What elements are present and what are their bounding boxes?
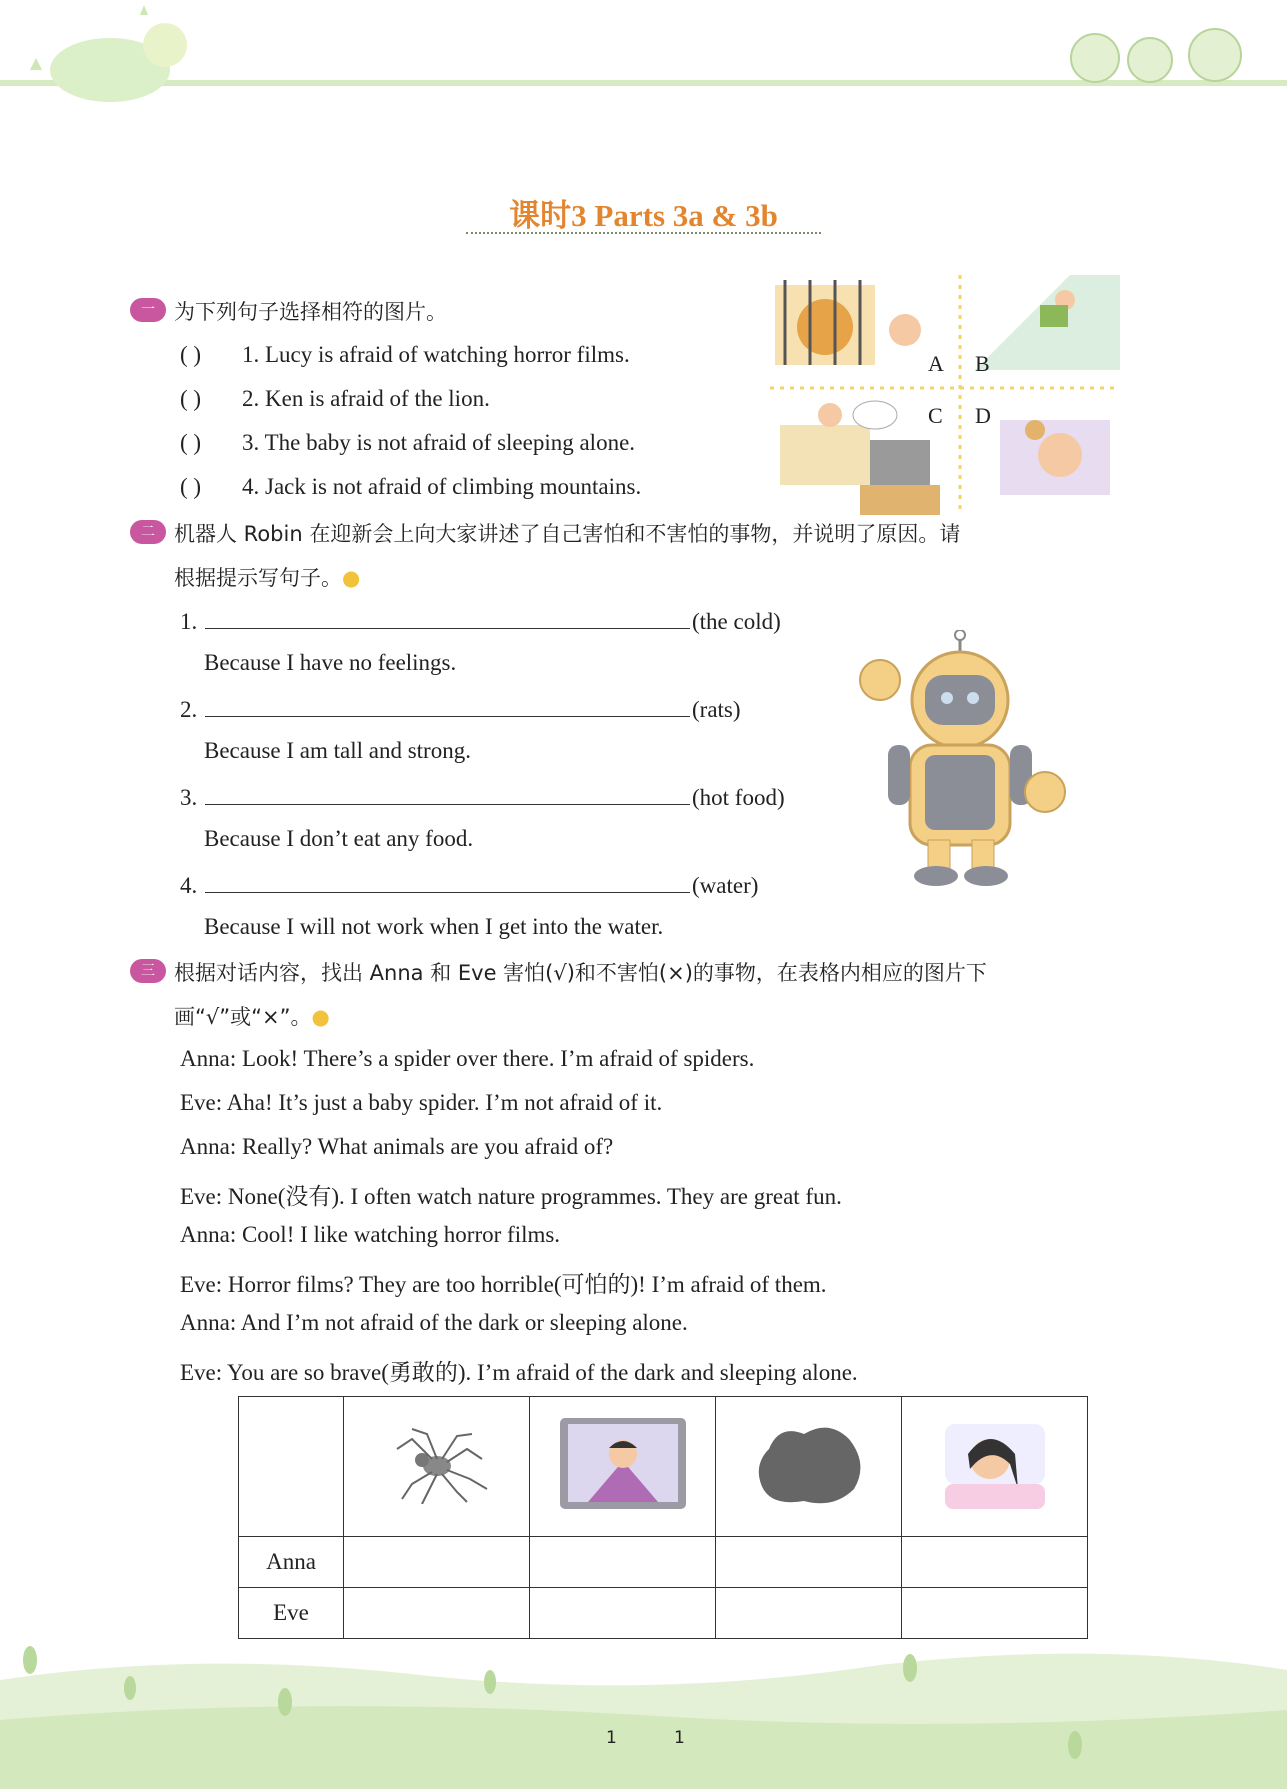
answer-blank[interactable]: [205, 606, 690, 629]
picture-label-c: C: [928, 403, 943, 428]
answer-cell[interactable]: [344, 1537, 530, 1588]
title-underline: [466, 232, 821, 234]
answer-cell[interactable]: [716, 1588, 902, 1639]
header-decoration: [0, 0, 1287, 110]
s2-reason-2: Because I am tall and strong.: [204, 738, 471, 763]
s2-reason-1: Because I have no feelings.: [204, 650, 457, 675]
lightbulb-icon: ●: [342, 566, 361, 590]
sun-icon: [143, 23, 187, 67]
climbing-mountain-picture: [975, 275, 1120, 370]
table-corner-cell: [239, 1397, 344, 1537]
s1-item-2: ( ) 2. Ken is afraid of the lion.: [180, 386, 490, 411]
horror-film-cell: [530, 1397, 716, 1537]
section2-instruction-line2: 根据提示写句子。●: [174, 566, 361, 590]
dialogue-line-6: Eve: Horror films? They are too horrible(可怕的)! I’m afraid of them.: [180, 1272, 827, 1297]
section1-instruction: 为下列句子选择相符的图片。: [174, 300, 447, 324]
answer-blank[interactable]: [205, 870, 690, 893]
sleeping-alone-cell: [902, 1397, 1088, 1537]
dialogue-line-2: Eve: Aha! It’s just a baby spider. I’m not afraid of it.: [180, 1090, 663, 1115]
answer-paren[interactable]: ( ): [180, 430, 202, 455]
section3-instruction-line2: 画“√”或“×”。●: [174, 1005, 330, 1029]
lightbulb-icon: ●: [311, 1005, 330, 1029]
answer-cell[interactable]: [902, 1588, 1088, 1639]
tv-sofa-picture: [780, 401, 940, 515]
section-badge-1: 一: [130, 298, 166, 322]
dialogue-line-4: Eve: None(没有). I often watch nature programmes. They are great fun.: [180, 1184, 842, 1209]
s1-item-4: ( ) 4. Jack is not afraid of climbing mountains.: [180, 474, 642, 499]
row-label-anna: Anna: [239, 1537, 344, 1588]
sleeping-baby-picture: [1000, 420, 1110, 495]
s2-reason-3: Because I don’t eat any food.: [204, 826, 474, 851]
answer-paren[interactable]: ( ): [180, 386, 202, 411]
section-badge-2: 二: [130, 520, 166, 544]
picture-grid: [770, 275, 1120, 515]
dialogue-line-1: Anna: Look! There’s a spider over there. I’m afraid of spiders.: [180, 1046, 755, 1071]
section2-instruction-line1: 机器人 Robin 在迎新会上向大家讲述了自己害怕和不害怕的事物，并说明了原因。请: [174, 522, 961, 546]
sleeping-girl-icon: [940, 1414, 1050, 1514]
darkness-blob-icon: [749, 1419, 869, 1509]
s2-item-3: 3. (hot food): [180, 782, 785, 811]
spider-icon: [382, 1424, 492, 1504]
answer-blank[interactable]: [205, 694, 690, 717]
tv-vampire-icon: [558, 1416, 688, 1511]
answer-cell[interactable]: [716, 1537, 902, 1588]
robot-illustration: [840, 630, 1090, 890]
animal-faces-icon: [1071, 29, 1241, 82]
spider-cell: [344, 1397, 530, 1537]
s2-item-4: 4. (water): [180, 870, 758, 899]
answer-cell[interactable]: [902, 1537, 1088, 1588]
section-badge-3: 三: [130, 959, 166, 983]
answer-blank[interactable]: [205, 782, 690, 805]
s2-item-1: 1. (the cold): [180, 606, 781, 635]
s2-reason-4: Because I will not work when I get into the water.: [204, 914, 664, 939]
picture-label-d: D: [975, 403, 991, 428]
dialogue-line-3: Anna: Really? What animals are you afraid of?: [180, 1134, 614, 1159]
answer-cell[interactable]: [530, 1588, 716, 1639]
dialogue-line-7: Anna: And I’m not afraid of the dark or sleeping alone.: [180, 1310, 688, 1335]
picture-label-b: B: [975, 351, 990, 376]
footer-hills-decoration: [0, 1640, 1287, 1789]
answer-cell[interactable]: [530, 1537, 716, 1588]
section3-instruction-line1: 根据对话内容，找出 Anna 和 Eve 害怕(√)和不害怕(×)的事物，在表格内相应的图片下: [174, 961, 987, 985]
answer-table: [238, 1396, 1088, 1639]
page-title: 课时3 Parts 3a & 3b: [509, 198, 778, 233]
page-number-left: 1: [606, 1728, 617, 1748]
row-label-eve: Eve: [239, 1588, 344, 1639]
s1-item-3: ( ) 3. The baby is not afraid of sleeping alone.: [180, 430, 636, 455]
page-number-right: 1: [674, 1728, 685, 1748]
dialogue-line-8: Eve: You are so brave(勇敢的). I’m afraid of the dark and sleeping alone.: [180, 1360, 858, 1385]
s2-item-2: 2. (rats): [180, 694, 741, 723]
answer-paren[interactable]: ( ): [180, 474, 202, 499]
picture-label-a: A: [928, 351, 944, 376]
s1-item-1: ( ) 1. Lucy is afraid of watching horror films.: [180, 342, 630, 367]
answer-paren[interactable]: ( ): [180, 342, 202, 367]
answer-cell[interactable]: [344, 1588, 530, 1639]
dark-cell: [716, 1397, 902, 1537]
dialogue-line-5: Anna: Cool! I like watching horror films.: [180, 1222, 561, 1247]
lion-cage-picture: [775, 280, 921, 365]
